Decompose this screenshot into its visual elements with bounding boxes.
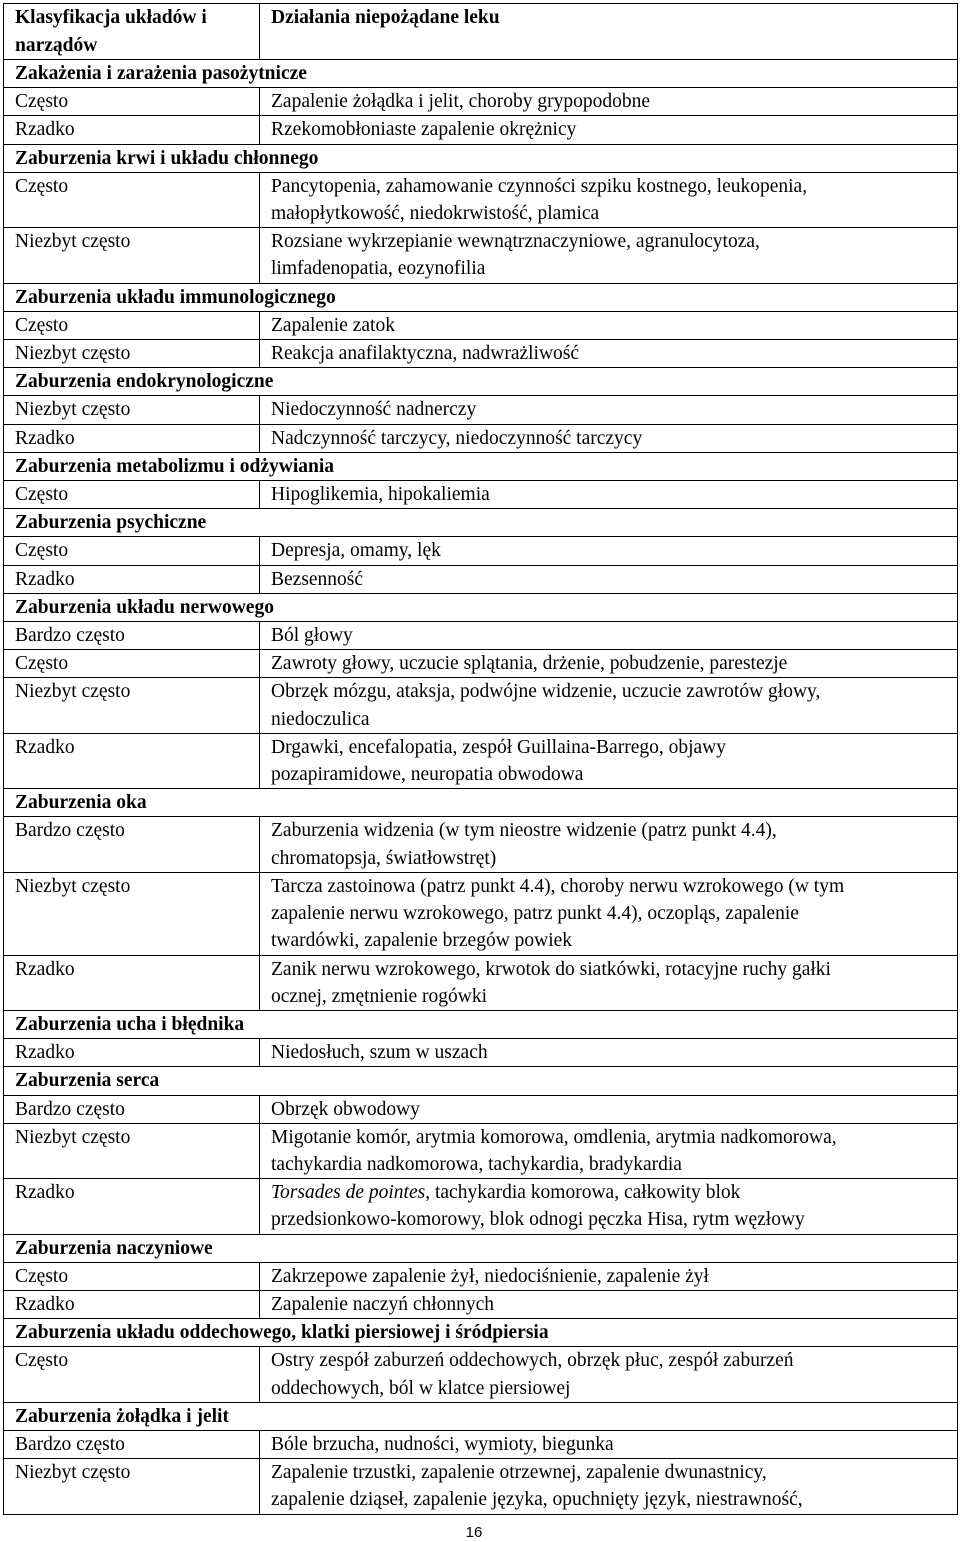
reaction-line: Obrzęk mózgu, ataksja, podwójne widzenie, uczucie zawrotów głowy, bbox=[271, 681, 821, 703]
soc-row bbox=[4, 60, 958, 88]
reaction-line: Zakrzepowe zapalenie żył, niedociśnienie, zapalenie żył bbox=[271, 1265, 709, 1287]
table-row bbox=[4, 1095, 958, 1123]
table-row bbox=[4, 396, 958, 424]
frequency-cell: Często bbox=[4, 650, 260, 678]
frequency-cell: Bardzo często bbox=[4, 1095, 260, 1123]
reaction-line: Drgawki, encefalopatia, zespół Guillaina-Barrego, objawy bbox=[271, 736, 727, 758]
reaction-line: Rzekomobłoniaste zapalenie okrężnicy bbox=[271, 119, 577, 141]
frequency-cell: Niezbyt często bbox=[4, 228, 260, 283]
reaction-cell bbox=[260, 733, 958, 788]
soc-row bbox=[4, 1319, 958, 1347]
reaction-cell bbox=[260, 650, 958, 678]
reaction-cell bbox=[260, 1095, 958, 1123]
frequency-cell: Bardzo często bbox=[4, 817, 260, 872]
reaction-cell bbox=[260, 1290, 958, 1318]
soc-label: Zaburzenia metabolizmu i odżywiania bbox=[4, 452, 958, 480]
reaction-line: ocznej, zmętnienie rogówki bbox=[271, 985, 488, 1007]
table-row bbox=[4, 1290, 958, 1318]
reaction-line: limfadenopatia, eozynofilia bbox=[271, 258, 486, 280]
soc-label: Zaburzenia układu oddechowego, klatki piersiowej i śródpiersia bbox=[4, 1319, 958, 1347]
table-row bbox=[4, 1179, 958, 1234]
reaction-line: zapalenie nerwu wzrokowego, patrz punkt 4.4), oczopląs, zapalenie bbox=[271, 903, 799, 925]
reaction-line: niedoczulica bbox=[271, 708, 370, 730]
frequency-cell: Często bbox=[4, 88, 260, 116]
reaction-line: Rozsiane wykrzepianie wewnątrznaczyniowe, agranulocytoza, bbox=[271, 231, 760, 253]
reaction-cell bbox=[260, 817, 958, 872]
reaction-line: Bóle brzucha, nudności, wymioty, biegunka bbox=[271, 1433, 614, 1455]
soc-label: Zaburzenia oka bbox=[4, 789, 958, 817]
reaction-line: zapalenie dziąseł, zapalenie języka, opuchnięty język, niestrawność, bbox=[271, 1489, 803, 1511]
reaction-cell bbox=[260, 172, 958, 227]
frequency-cell: Rzadko bbox=[4, 955, 260, 1010]
reaction-line: Niedoczynność nadnerczy bbox=[271, 399, 477, 421]
table-row bbox=[4, 650, 958, 678]
frequency-cell: Często bbox=[4, 537, 260, 565]
soc-row bbox=[4, 1402, 958, 1430]
frequency-cell: Rzadko bbox=[4, 1179, 260, 1234]
frequency-cell: Rzadko bbox=[4, 1290, 260, 1318]
reaction-line: przedsionkowo-komorowy, blok odnogi pęczka Hisa, rytm węzłowy bbox=[271, 1209, 805, 1231]
reaction-line: Reakcja anafilaktyczna, nadwrażliwość bbox=[271, 343, 580, 365]
reaction-line: Niedosłuch, szum w uszach bbox=[271, 1042, 488, 1064]
reaction-cell bbox=[260, 1262, 958, 1290]
reaction-cell bbox=[260, 1179, 958, 1234]
soc-row bbox=[4, 789, 958, 817]
reaction-line: Pancytopenia, zahamowanie czynności szpiku kostnego, leukopenia, bbox=[271, 175, 808, 197]
frequency-cell: Niezbyt często bbox=[4, 678, 260, 733]
reaction-cell bbox=[260, 481, 958, 509]
reaction-cell bbox=[260, 1039, 958, 1067]
soc-row bbox=[4, 283, 958, 311]
frequency-cell: Niezbyt często bbox=[4, 396, 260, 424]
soc-label: Zaburzenia psychiczne bbox=[4, 509, 958, 537]
soc-label: Zaburzenia żołądka i jelit bbox=[4, 1402, 958, 1430]
soc-row bbox=[4, 1234, 958, 1262]
table-row bbox=[4, 537, 958, 565]
table-row bbox=[4, 424, 958, 452]
soc-label: Zaburzenia serca bbox=[4, 1067, 958, 1095]
reaction-line bbox=[271, 1179, 957, 1206]
table-row bbox=[4, 872, 958, 955]
frequency-cell: Rzadko bbox=[4, 1039, 260, 1067]
table-row bbox=[4, 228, 958, 283]
reaction-line: pozapiramidowe, neuropatia obwodowa bbox=[271, 764, 584, 786]
reaction-line: Zaburzenia widzenia (w tym nieostre widzenie (patrz punkt 4.4), bbox=[271, 820, 777, 842]
soc-row bbox=[4, 144, 958, 172]
table-row bbox=[4, 1347, 958, 1402]
reaction-line: Zapalenie trzustki, zapalenie otrzewnej, zapalenie dwunastnicy, bbox=[271, 1462, 767, 1484]
reaction-line: Depresja, omamy, lęk bbox=[271, 540, 441, 562]
reaction-line: Hipoglikemia, hipokaliemia bbox=[271, 484, 490, 506]
reaction-line: Ból głowy bbox=[271, 625, 353, 647]
table-body bbox=[4, 4, 958, 1515]
soc-label: Zaburzenia naczyniowe bbox=[4, 1234, 958, 1262]
reaction-cell bbox=[260, 565, 958, 593]
header-adverse-reactions: Działania niepożądane leku bbox=[260, 4, 958, 60]
table-row bbox=[4, 622, 958, 650]
table-row bbox=[4, 955, 958, 1010]
table-row bbox=[4, 565, 958, 593]
reaction-italic-term: Torsades de pointes bbox=[271, 1182, 426, 1204]
soc-row bbox=[4, 1010, 958, 1038]
adverse-reactions-table bbox=[3, 3, 958, 1515]
table-row bbox=[4, 733, 958, 788]
reaction-cell bbox=[260, 955, 958, 1010]
reaction-cell bbox=[260, 537, 958, 565]
table-row bbox=[4, 1262, 958, 1290]
table-row bbox=[4, 311, 958, 339]
reaction-cell bbox=[260, 396, 958, 424]
soc-row bbox=[4, 1067, 958, 1095]
reaction-cell bbox=[260, 622, 958, 650]
table-row bbox=[4, 1123, 958, 1178]
reaction-cell bbox=[260, 116, 958, 144]
soc-label: Zakażenia i zarażenia pasożytnicze bbox=[4, 60, 958, 88]
reaction-text: , tachykardia komorowa, całkowity blok bbox=[425, 1182, 741, 1204]
reaction-line: Zapalenie żołądka i jelit, choroby grypopodobne bbox=[271, 91, 651, 113]
frequency-cell: Często bbox=[4, 481, 260, 509]
reaction-line: małopłytkowość, niedokrwistość, plamica bbox=[271, 203, 600, 225]
table-row bbox=[4, 817, 958, 872]
table-row bbox=[4, 340, 958, 368]
soc-row bbox=[4, 452, 958, 480]
reaction-line: Zanik nerwu wzrokowego, krwotok do siatkówki, rotacyjne ruchy gałki bbox=[271, 958, 831, 980]
reaction-cell bbox=[260, 311, 958, 339]
soc-label: Zaburzenia endokrynologiczne bbox=[4, 368, 958, 396]
reaction-cell bbox=[260, 228, 958, 283]
soc-label: Zaburzenia układu immunologicznego bbox=[4, 283, 958, 311]
reaction-cell bbox=[260, 1430, 958, 1458]
reaction-line: twardówki, zapalenie brzegów powiek bbox=[271, 930, 573, 952]
frequency-cell: Rzadko bbox=[4, 424, 260, 452]
frequency-cell: Często bbox=[4, 311, 260, 339]
reaction-cell bbox=[260, 424, 958, 452]
table-row bbox=[4, 172, 958, 227]
table-row bbox=[4, 1430, 958, 1458]
header-organ-class: Klasyfikacja układów i narządów bbox=[4, 4, 260, 60]
frequency-cell: Bardzo często bbox=[4, 622, 260, 650]
reaction-line: Nadczynność tarczycy, niedoczynność tarczycy bbox=[271, 427, 643, 449]
reaction-line: Zapalenie naczyń chłonnych bbox=[271, 1293, 495, 1315]
page-number: 16 bbox=[465, 1524, 483, 1541]
table-row bbox=[4, 481, 958, 509]
frequency-cell: Niezbyt często bbox=[4, 1459, 260, 1514]
reaction-cell bbox=[260, 1123, 958, 1178]
table-row bbox=[4, 116, 958, 144]
reaction-line: Bezsenność bbox=[271, 568, 364, 590]
reaction-cell bbox=[260, 88, 958, 116]
reaction-line: chromatopsja, światłowstręt) bbox=[271, 847, 497, 869]
table-row bbox=[4, 1039, 958, 1067]
reaction-line: Migotanie komór, arytmia komorowa, omdlenia, arytmia nadkomorowa, bbox=[271, 1126, 837, 1148]
reaction-line: Zawroty głowy, uczucie splątania, drżenie, pobudzenie, parestezje bbox=[271, 653, 788, 675]
frequency-cell: Niezbyt często bbox=[4, 1123, 260, 1178]
reaction-cell bbox=[260, 872, 958, 955]
frequency-cell: Często bbox=[4, 1262, 260, 1290]
frequency-cell: Niezbyt często bbox=[4, 340, 260, 368]
reaction-line: Obrzęk obwodowy bbox=[271, 1098, 420, 1120]
frequency-cell: Bardzo często bbox=[4, 1430, 260, 1458]
table-header-row bbox=[4, 4, 958, 60]
soc-label: Zaburzenia ucha i błędnika bbox=[4, 1010, 958, 1038]
table-row bbox=[4, 88, 958, 116]
reaction-line: tachykardia nadkomorowa, tachykardia, bradykardia bbox=[271, 1153, 682, 1175]
reaction-cell bbox=[260, 1347, 958, 1402]
reaction-line: Ostry zespół zaburzeń oddechowych, obrzęk płuc, zespół zaburzeń bbox=[271, 1350, 794, 1372]
table-row bbox=[4, 678, 958, 733]
reaction-cell bbox=[260, 340, 958, 368]
reaction-cell bbox=[260, 1459, 958, 1514]
frequency-cell: Często bbox=[4, 1347, 260, 1402]
soc-row bbox=[4, 593, 958, 621]
table-row bbox=[4, 1459, 958, 1514]
reaction-line: Zapalenie zatok bbox=[271, 314, 395, 336]
soc-label: Zaburzenia układu nerwowego bbox=[4, 593, 958, 621]
soc-row bbox=[4, 368, 958, 396]
soc-row bbox=[4, 509, 958, 537]
reaction-cell bbox=[260, 678, 958, 733]
soc-label: Zaburzenia krwi i układu chłonnego bbox=[4, 144, 958, 172]
frequency-cell: Często bbox=[4, 172, 260, 227]
frequency-cell: Niezbyt często bbox=[4, 872, 260, 955]
frequency-cell: Rzadko bbox=[4, 116, 260, 144]
reaction-line: Tarcza zastoinowa (patrz punkt 4.4), choroby nerwu wzrokowego (w tym bbox=[271, 875, 845, 897]
reaction-line: oddechowych, ból w klatce piersiowej bbox=[271, 1377, 571, 1399]
frequency-cell: Rzadko bbox=[4, 733, 260, 788]
frequency-cell: Rzadko bbox=[4, 565, 260, 593]
